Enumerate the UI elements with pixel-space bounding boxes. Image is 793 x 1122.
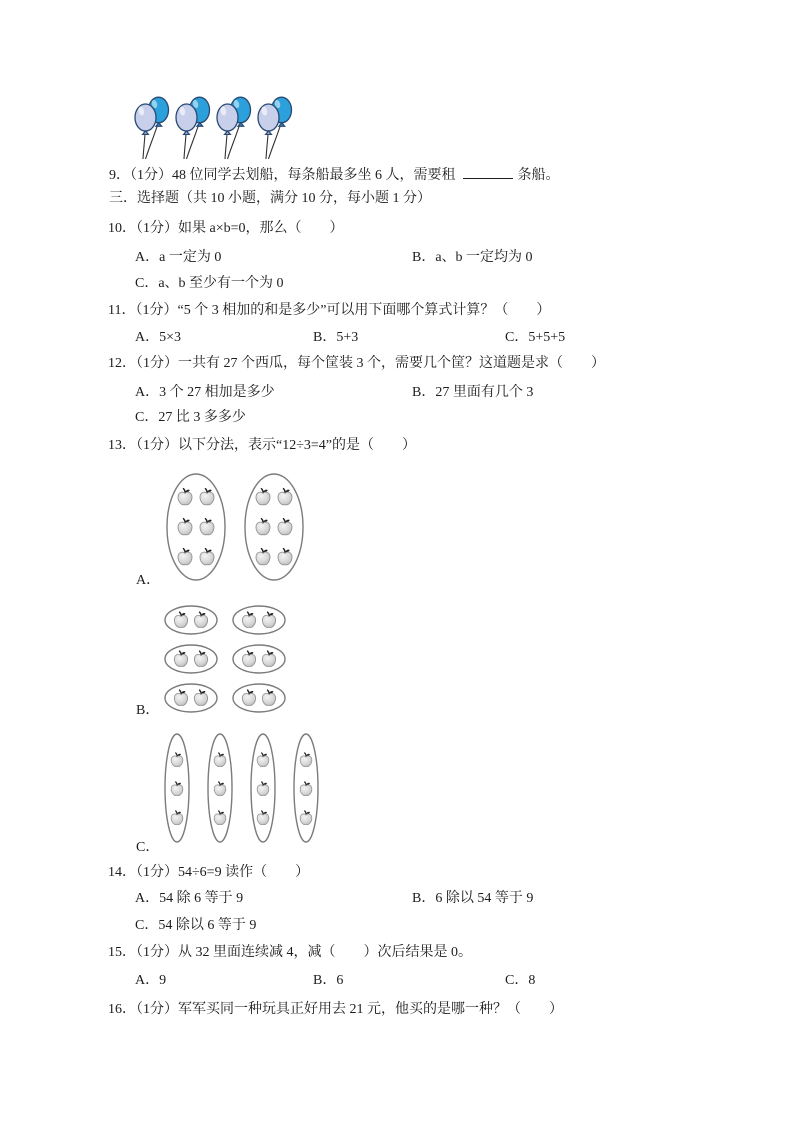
apple-icon bbox=[256, 489, 270, 505]
question-12-option-a: A．3 个 27 相加是多少 bbox=[135, 385, 275, 400]
balloon-pair-icon bbox=[217, 97, 251, 159]
group-oval bbox=[165, 606, 217, 634]
question-14-option-a: A．54 除 6 等于 9 bbox=[135, 891, 244, 906]
apple-icon bbox=[214, 811, 226, 825]
apple-icon bbox=[278, 549, 292, 565]
apple-icon bbox=[194, 690, 207, 705]
apple-icon bbox=[278, 519, 292, 535]
question-15-option-b: B．6 bbox=[313, 973, 344, 988]
apple-icon bbox=[200, 489, 214, 505]
question-14-option-b: B．6 除以 54 等于 9 bbox=[412, 891, 534, 906]
apple-icon bbox=[171, 782, 183, 796]
question-10-option-a: A．a 一定为 0 bbox=[135, 250, 222, 265]
group-oval bbox=[165, 684, 217, 712]
apple-icon bbox=[174, 690, 187, 705]
apple-icon bbox=[242, 612, 255, 627]
q13-figure-option-c bbox=[160, 731, 325, 847]
apple-icon bbox=[174, 612, 187, 627]
apple-icon bbox=[256, 549, 270, 565]
apple-icon bbox=[300, 811, 312, 825]
balloons-illustration bbox=[133, 96, 297, 162]
apple-icon bbox=[174, 651, 187, 666]
q13-figure-c-label: C． bbox=[136, 840, 160, 855]
apple-icon bbox=[257, 782, 269, 796]
balloon-pair-icon bbox=[135, 97, 169, 159]
question-14-option-c: C．54 除以 6 等于 9 bbox=[135, 918, 257, 933]
group-oval bbox=[165, 645, 217, 673]
group-oval bbox=[245, 474, 303, 580]
apple-icon bbox=[262, 651, 275, 666]
q13-figure-a-label: A． bbox=[136, 573, 161, 588]
apple-icon bbox=[171, 811, 183, 825]
apple-icon bbox=[262, 690, 275, 705]
q13-figure-option-b bbox=[160, 601, 295, 713]
apple-icon bbox=[257, 811, 269, 825]
question-10-stem: 10．（1分）如果 a×b=0，那么（ ） bbox=[108, 221, 344, 236]
question-11-stem: 11．（1分）“5 个 3 相加的和是多少”可以用下面哪个算式计算？（ ） bbox=[108, 303, 551, 318]
question-9-text: 9．（1分）48 位同学去划船，每条船最多坐 6 人，需要租 bbox=[109, 168, 456, 183]
question-15-option-a: A．9 bbox=[135, 973, 167, 988]
apple-icon bbox=[178, 519, 192, 535]
answer-blank-line bbox=[463, 166, 513, 179]
group-oval bbox=[233, 684, 285, 712]
apple-icon bbox=[256, 519, 270, 535]
question-15-option-c: C．8 bbox=[505, 973, 536, 988]
question-11-option-b: B．5+3 bbox=[313, 330, 359, 345]
apple-icon bbox=[171, 753, 183, 767]
apple-icon bbox=[214, 753, 226, 767]
apple-icon bbox=[242, 690, 255, 705]
apple-icon bbox=[194, 612, 207, 627]
apple-icon bbox=[262, 612, 275, 627]
question-9 bbox=[109, 166, 560, 186]
apple-icon bbox=[242, 651, 255, 666]
section-3-heading: 三．选择题（共 10 小题，满分 10 分，每小题 1 分） bbox=[109, 191, 431, 206]
q13-figure-option-a bbox=[160, 470, 315, 588]
apple-icon bbox=[194, 651, 207, 666]
q13-figure-b-label: B． bbox=[136, 703, 160, 718]
apple-icon bbox=[200, 519, 214, 535]
balloon-pair-icon bbox=[176, 97, 210, 159]
question-12-option-c: C．27 比 3 多多少 bbox=[135, 410, 246, 425]
question-10-option-b: B．a、b 一定均为 0 bbox=[412, 250, 533, 265]
question-12-stem: 12．（1分）一共有 27 个西瓜，每个筐装 3 个，需要几个筐？这道题是求（ ） bbox=[108, 356, 605, 371]
question-11-option-c: C．5+5+5 bbox=[505, 330, 566, 345]
question-13-stem: 13．（1分）以下分法，表示“12÷3=4”的是（ ） bbox=[108, 438, 417, 453]
apple-icon bbox=[278, 489, 292, 505]
apple-icon bbox=[178, 549, 192, 565]
apple-icon bbox=[214, 782, 226, 796]
apple-icon bbox=[200, 549, 214, 565]
question-12-option-b: B．27 里面有几个 3 bbox=[412, 385, 534, 400]
question-15-stem: 15．（1分）从 32 里面连续减 4，减（ ）次后结果是 0。 bbox=[108, 945, 472, 960]
apple-icon bbox=[300, 782, 312, 796]
group-oval bbox=[233, 606, 285, 634]
balloon-pair-icon bbox=[258, 97, 292, 159]
question-10-option-c: C．a、b 至少有一个为 0 bbox=[135, 276, 284, 291]
apple-icon bbox=[178, 489, 192, 505]
question-14-stem: 14．（1分）54÷6=9 读作（ ） bbox=[108, 865, 310, 880]
group-oval bbox=[233, 645, 285, 673]
question-9-suffix: 条船。 bbox=[517, 168, 560, 183]
question-11-option-a: A．5×3 bbox=[135, 330, 182, 345]
apple-icon bbox=[257, 753, 269, 767]
question-16-stem: 16．（1分）军军买同一种玩具正好用去 21 元，他买的是哪一种？（ ） bbox=[108, 1002, 563, 1017]
apple-icon bbox=[300, 753, 312, 767]
group-oval bbox=[167, 474, 225, 580]
